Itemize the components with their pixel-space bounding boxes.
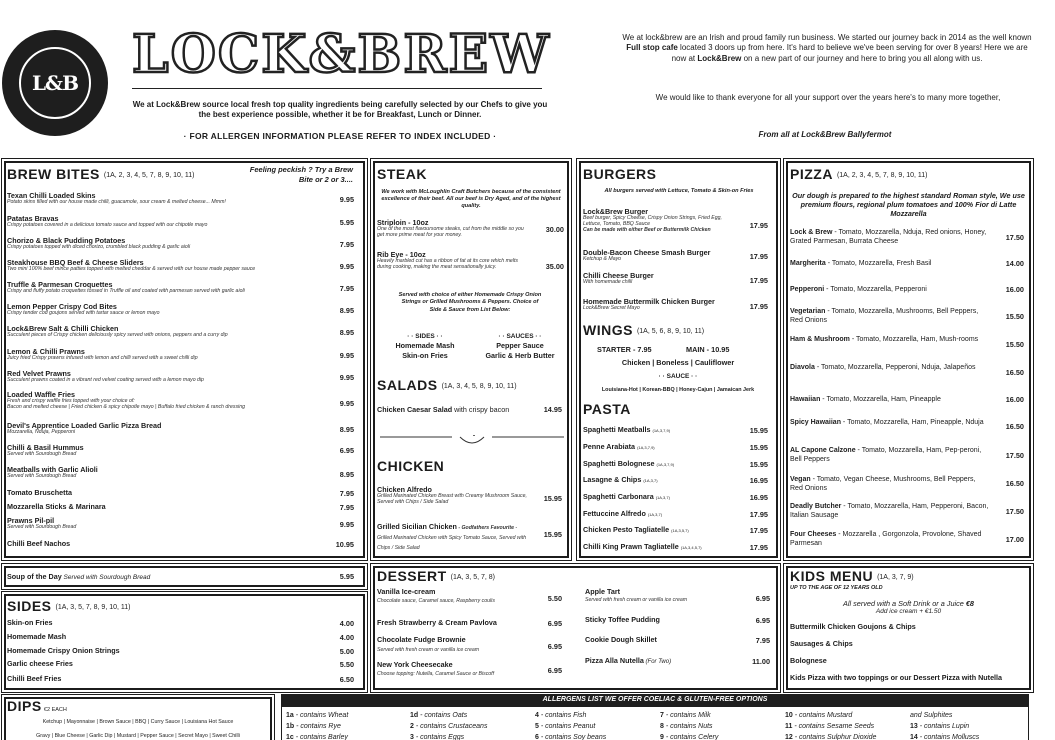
salad-divider xyxy=(380,435,564,447)
kids-item: Kids Pizza with two toppings or our Dessert Pizza with Nutella xyxy=(790,673,1003,682)
dips-row-1: Ketchup | Mayonnaise | Brown Sauce | BBQ | Curry Sauce | Louisiana Hot Sauce xyxy=(42,719,234,725)
allergens-bar: ALLERGENS LIST WE OFFER COELIAC & GLUTEN-FREE OPTIONS xyxy=(281,694,1029,706)
pizza-intro: Our dough is prepared to the highest standard Roman style, We use premium flours, regional plum tomatoes and 100% Fior di Latte Mozzarella xyxy=(792,191,1025,218)
signoff: From all at Lock&Brew Ballyfermot xyxy=(758,130,892,139)
logo-monogram: L&B xyxy=(31,71,79,95)
burgers-title: BURGERS xyxy=(583,166,657,182)
wings-sauces: Louisiana-Hot | Korean-BBQ | Honey-Cajun | Jamaican Jerk xyxy=(601,387,755,393)
wordmark-rule xyxy=(132,88,542,89)
salad-item: Chicken Caesar Salad with crispy bacon xyxy=(377,405,510,414)
allergen-col: 10 - contains Mustard 11 - contains Sesame Seeds 12 - contains Sulphur Dioxide xyxy=(785,712,877,740)
soup-item: Soup of the Day Served with Sourdough Bread xyxy=(7,572,151,581)
story-text: We at lock&brew are an Irish and proud family run business. We started our journey back in 2014 as the well known Full stop cafe located 3 doors up from here. It's hard to believe we've been serving for over 8 years! Here we are now at Lock&Brew on a new part of our journey and here to bring you all along with us. xyxy=(622,33,1032,63)
pizza-title: PIZZA (1A, 2, 3, 4, 5, 7, 8, 9, 10, 11) xyxy=(790,166,928,182)
steak-sides: · · SIDES · · Homemade Mash Skin-on Fries xyxy=(395,333,455,360)
intro-text: We at Lock&Brew source local fresh top quality ingredients being carefully selected by our Chefs to give you the best experience possible, whether it be for Breakfast, Lunch or Dinner. xyxy=(132,100,548,120)
kids-title: KIDS MENU (1A, 3, 7, 9) xyxy=(790,568,914,584)
pizza-panel xyxy=(786,161,1031,558)
kids-icecream: Add ice cream + €1.50 xyxy=(875,608,942,615)
kids-age: UP TO THE AGE OF 12 YEARS OLD xyxy=(790,585,883,591)
steak-title: STEAK xyxy=(377,166,427,182)
steak-sauces: · · SAUCES · · Pepper Sauce Garlic & Herb Butter xyxy=(485,333,555,360)
salads-title: SALADS (1A, 3, 4, 5, 8, 9, 10, 11) xyxy=(377,377,517,393)
chicken-title: CHICKEN xyxy=(377,458,445,474)
brew-bites-teaser: Feeling peckish ? Try a Brew Bite or 2 or 3.... xyxy=(249,165,353,184)
allergen-col: 4 - contains Fish 5 - contains Peanut 6 - contains Soy beans xyxy=(535,712,607,740)
allergen-note: · FOR ALLERGEN INFORMATION PLEASE REFER TO INDEX INCLUDED · xyxy=(183,131,497,141)
kids-drink: All served with a Soft Drink or a Juice €8 xyxy=(842,599,974,608)
dips-row-2: Gravy | Blue Cheese | Garlic Dip | Mustard | Pepper Sauce | Secret Mayo | Sweet Chilli xyxy=(36,733,240,739)
thanks-text: We would like to thank everyone for all your support over the years here's to many more together, xyxy=(655,93,1001,102)
brew-bites-title: BREW BITES (1A, 2, 3, 4, 5, 7, 8, 9, 10, 11) xyxy=(7,166,195,182)
dips-title: DIPS €2 EACH xyxy=(7,698,67,714)
kids-item: Buttermilk Chicken Goujons & Chips xyxy=(790,622,916,631)
allergen-col: 7 - contains Milk 8 - contains Nuts 9 - contains Celery xyxy=(660,712,719,740)
soup-price: 5.95 xyxy=(339,572,354,581)
sides-title: SIDES (1A, 3, 5, 7, 8, 9, 10, 11) xyxy=(7,598,131,614)
steak-intro: We work with McLoughlin Craft Butchers because of the consistent excellence of their beef. All our beef is Dry Aged, and of the highest quality. xyxy=(381,189,561,209)
pasta-title: PASTA xyxy=(583,401,631,417)
wings-starter: STARTER - 7.95 xyxy=(597,345,652,354)
logo-wordmark: LOCK&BREW xyxy=(132,24,551,85)
allergen-col: 1d - contains Oats 2 - contains Crustaceans 3 - contains Eggs xyxy=(410,712,488,740)
salad-price: 14.95 xyxy=(543,405,562,414)
wings-sauce-title: · · SAUCE · · xyxy=(658,373,698,380)
kids-item: Bolognese xyxy=(790,656,827,665)
kids-item: Sausages & Chips xyxy=(790,639,853,648)
wings-main: MAIN - 10.95 xyxy=(686,345,730,354)
steak-choice: Served with choice of either Homemade Crispy Onion Strings or Grilled Mushrooms & Peppers. Choice of Side & Sauce from List Below: xyxy=(398,292,542,313)
wings-types: Chicken | Boneless | Cauliflower xyxy=(621,358,735,367)
logo-badge-inner xyxy=(19,47,91,119)
wings-title: WINGS (1A, 5, 6, 8, 9, 10, 11) xyxy=(583,322,705,338)
allergen-col: 1a - contains Wheat 1b - contains Rye 1c - contains Barley xyxy=(286,712,349,740)
burgers-intro: All burgers served with Lettuce, Tomato & Skin-on Fries xyxy=(604,188,754,194)
dessert-title: DESSERT (1A, 3, 5, 7, 8) xyxy=(377,568,495,584)
allergen-col: and Sulphites 13 - contains Lupin 14 - contains Molluscs xyxy=(910,712,980,740)
